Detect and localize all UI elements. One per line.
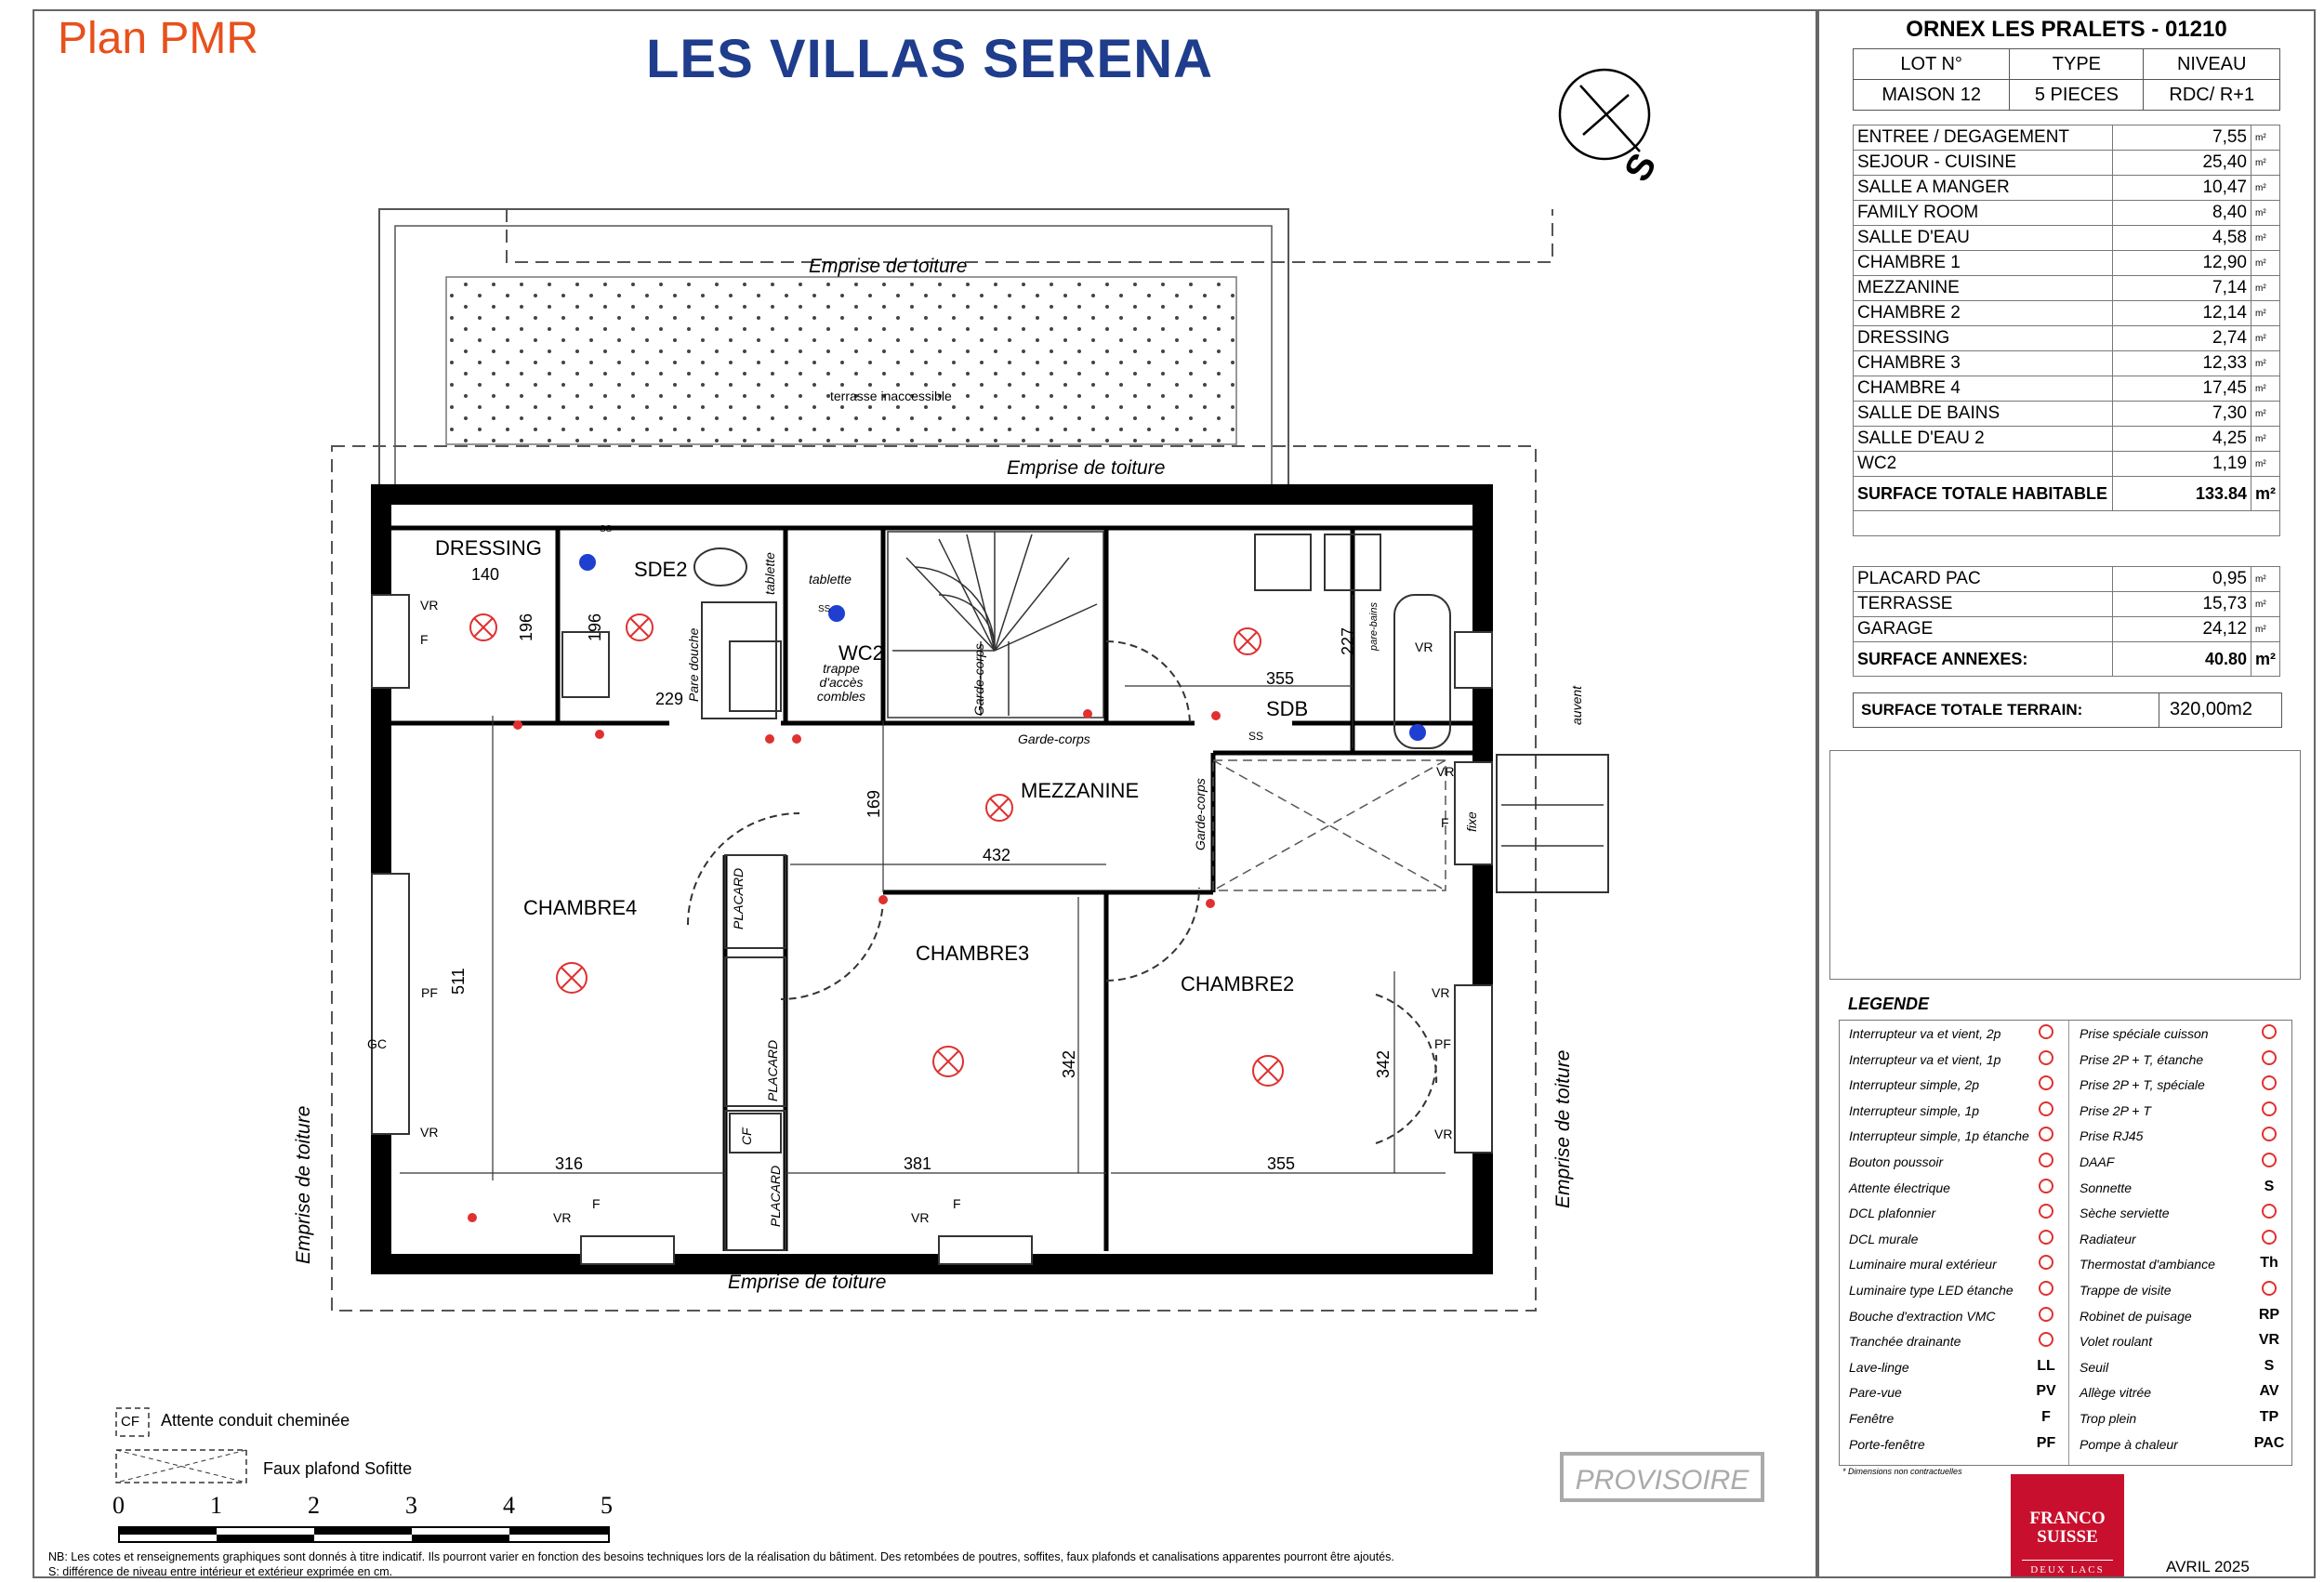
unit: m²: [2251, 201, 2280, 226]
date-label: AVRIL 2025: [2166, 1558, 2250, 1575]
emprise-label-bottom: Emprise de toiture: [728, 1272, 887, 1293]
mezzanine-void: [1213, 760, 1446, 890]
window-chambre3: [939, 1236, 1032, 1264]
vr-label-2: VR: [420, 1125, 439, 1140]
annex-area-name: PLACARD PAC: [1854, 567, 2113, 592]
room-area-value: 7,55: [2113, 125, 2251, 151]
dim-355b: 355: [1267, 1154, 1296, 1173]
scale-4: 4: [503, 1492, 515, 1519]
legend-item-label: Thermostat d'ambiance: [2080, 1257, 2215, 1272]
unit: m²: [2251, 376, 2280, 402]
legend-item-label: Luminaire mural extérieur: [1849, 1257, 1997, 1272]
placard-label-c: PLACARD: [768, 1165, 783, 1227]
legend-item-symbol: [2027, 1332, 2065, 1351]
room-area-row: [1854, 201, 2280, 226]
lot-value-lot: MAISON 12: [1854, 80, 2010, 111]
dim-342a: 342: [1060, 1049, 1078, 1078]
unit: m²: [2251, 125, 2280, 151]
exterior-walls: [381, 494, 1483, 1264]
unit: m²: [2251, 301, 2280, 326]
legend-item-symbol: [2251, 1153, 2288, 1172]
legend-item-label: Interrupteur simple, 1p étanche: [1849, 1128, 2029, 1144]
legend-title: LEGENDE: [1848, 995, 1930, 1013]
scale-0: 0: [112, 1492, 125, 1519]
legend-item-label: Trappe de visite: [2080, 1283, 2172, 1298]
room-area-row: [1854, 125, 2280, 151]
provisoire-stamp: PROVISOIRE: [1560, 1452, 1764, 1502]
room-area-row: [1854, 276, 2280, 301]
garde-corps-label-a: Garde-corps: [971, 643, 986, 716]
annex-area-value: 15,73: [2113, 592, 2251, 617]
vr-label-4: VR: [911, 1210, 930, 1225]
unit: m²: [2251, 276, 2280, 301]
seuil-label-2: SS: [1248, 730, 1264, 743]
unit: m²: [2251, 567, 2280, 592]
legend-item-label: DCL murale: [1849, 1231, 1919, 1246]
legend-item-symbol: TP: [2259, 1409, 2279, 1425]
legend-item-label: Lave-linge: [1849, 1359, 1909, 1375]
window-dressing: [372, 595, 409, 688]
emprise-label-right: Emprise de toiture: [1552, 1049, 1574, 1208]
terrain-value: 320,00m2: [2170, 699, 2252, 719]
lot-value-type: 5 PIECES: [2010, 80, 2144, 111]
f-label-4: F: [1441, 815, 1449, 830]
room-area-value: 7,30: [2113, 402, 2251, 427]
annex-area-value: 0,95: [2113, 567, 2251, 592]
legend-item-label: Interrupteur va et vient, 2p: [1849, 1026, 2001, 1041]
annex-area-name: GARAGE: [1854, 617, 2113, 642]
compass-label: S: [1617, 146, 1665, 189]
dim-169: 169: [865, 789, 883, 818]
legend-item-symbol: PV: [2036, 1383, 2056, 1400]
room-area-row: [1854, 402, 2280, 427]
legend-item-label: Pompe à chaleur: [2080, 1436, 2178, 1452]
annex-area-row: [1854, 567, 2280, 592]
unit: m²: [2251, 477, 2280, 511]
dim-355a: 355: [1266, 669, 1295, 688]
level-note: S: différence de niveau entre intérieur et extérieur exprimée en cm.: [48, 1565, 393, 1578]
room-area-name: CHAMBRE 1: [1854, 251, 2113, 276]
dim-511: 511: [449, 968, 468, 995]
legend-item-label: Prise 2P + T, étanche: [2080, 1051, 2204, 1067]
total-habitable-value: 133.84: [2113, 477, 2251, 511]
scale-2: 2: [308, 1492, 320, 1519]
lot-info-table: [1853, 48, 2280, 111]
legend-item-label: Luminaire type LED étanche: [1849, 1283, 2014, 1298]
terrasse-inaccessible: [446, 277, 1236, 444]
auvent: [1497, 755, 1608, 892]
legend-item-label: Interrupteur va et vient, 1p: [1849, 1051, 2001, 1067]
room-area-row: [1854, 301, 2280, 326]
legend-item-symbol: VR: [2258, 1332, 2280, 1349]
disclaimer-note: NB: Les cotes et renseignements graphiques sont donnés à titre indicatif. Ils pourront varier en fonction des besoins techniques lors de la réalisation du bâtiment. Des retombées de poutres, soffites, faux plafonds et canalisations apparentes pourront être ajoutés.: [48, 1550, 1394, 1563]
legend-item-symbol: [2027, 1230, 2065, 1249]
legend-item-label: Bouche d'extraction VMC: [1849, 1308, 1996, 1324]
sofitte-key-label: Faux plafond Sofitte: [263, 1459, 413, 1478]
dim-196a: 196: [517, 613, 535, 641]
unit: m²: [2251, 176, 2280, 201]
legend-item-label: Trop plein: [2080, 1411, 2137, 1426]
total-annexes-value: 40.80: [2113, 642, 2251, 677]
scale-5: 5: [601, 1492, 613, 1519]
legend-item-symbol: [2027, 1255, 2065, 1274]
seuil-label-3: SS: [818, 604, 831, 614]
cf-key-box-label: CF: [121, 1414, 139, 1430]
site-minimap: [1829, 750, 2301, 980]
terrain-label: SURFACE TOTALE TERRAIN:: [1861, 701, 2083, 718]
legend-item-label: Prise 2P + T: [2080, 1102, 2151, 1118]
dim-140: 140: [471, 565, 500, 584]
cf-label: CF: [739, 1127, 754, 1145]
room-area-row: [1854, 376, 2280, 402]
legend-item-symbol: [2251, 1281, 2288, 1300]
franco-suisse-logo: [2011, 1474, 2124, 1576]
legend-item-symbol: [2027, 1204, 2065, 1223]
room-area-name: SALLE A MANGER: [1854, 176, 2113, 201]
legend-item-label: Attente électrique: [1849, 1180, 1950, 1195]
room-area-name: SALLE D'EAU 2: [1854, 427, 2113, 452]
garde-corps-label-c: Garde-corps: [1193, 778, 1208, 850]
room-area-value: 12,14: [2113, 301, 2251, 326]
room-label-mezzanine: MEZZANINE: [1021, 779, 1140, 802]
room-area-name: FAMILY ROOM: [1854, 201, 2113, 226]
window-sdb: [1455, 632, 1492, 688]
room-label-chambre4: CHAMBRE4: [523, 896, 638, 919]
unit: m²: [2251, 642, 2280, 677]
legend-item-symbol: [2027, 1307, 2065, 1326]
f-label-1: F: [420, 632, 429, 647]
lot-header-type: TYPE: [2010, 49, 2144, 80]
compass: [1560, 70, 1649, 159]
lot-title: ORNEX LES PRALETS - 01210: [1906, 17, 2227, 42]
vr-label-3: VR: [553, 1210, 572, 1225]
legend-item-label: Sonnette: [2080, 1180, 2133, 1195]
room-area-name: ENTREE / DEGAGEMENT: [1854, 125, 2113, 151]
room-area-value: 12,33: [2113, 351, 2251, 376]
room-area-value: 17,45: [2113, 376, 2251, 402]
legend-item-label: Pare-vue: [1849, 1385, 1902, 1401]
room-label-sdb: SDB: [1266, 697, 1309, 720]
room-area-name: DRESSING: [1854, 326, 2113, 351]
plan-label: Plan PMR: [58, 14, 259, 63]
room-area-row: [1854, 176, 2280, 201]
legend-item-symbol: [2027, 1101, 2065, 1121]
legend-item-symbol: [2251, 1127, 2288, 1146]
room-area-value: 4,25: [2113, 427, 2251, 452]
legend-item-symbol: [2251, 1024, 2288, 1044]
logo-line2: SUISSE: [2037, 1527, 2098, 1547]
fixe-label: fixe: [1464, 811, 1479, 832]
dim-381: 381: [904, 1154, 932, 1173]
dimensions-note: * Dimensions non contractuelles: [1842, 1467, 1962, 1476]
logo-line1: FRANCO: [2029, 1509, 2106, 1528]
vr-label-7: VR: [1432, 985, 1450, 1000]
unit: m²: [2251, 617, 2280, 642]
room-area-name: SEJOUR - CUISINE: [1854, 151, 2113, 176]
room-area-value: 8,40: [2113, 201, 2251, 226]
dim-432: 432: [983, 846, 1011, 864]
legend-item-symbol: PAC: [2253, 1434, 2285, 1451]
room-area-row: [1854, 427, 2280, 452]
total-annexes-label: SURFACE ANNEXES:: [1854, 642, 2113, 677]
legend-item-label: Prise RJ45: [2080, 1128, 2144, 1144]
trappe-acces-label: trappe d'accès combles: [816, 661, 866, 704]
annex-areas-table: [1853, 566, 2280, 677]
room-area-value: 4,58: [2113, 226, 2251, 251]
room-area-value: 12,90: [2113, 251, 2251, 276]
lot-header-lot: LOT N°: [1854, 49, 2010, 80]
legend-item-symbol: [2251, 1101, 2288, 1121]
legend-item-label: Bouton poussoir: [1849, 1154, 1944, 1169]
legend-item-label: Interrupteur simple, 2p: [1849, 1077, 1980, 1093]
unit: m²: [2251, 226, 2280, 251]
legend-item-symbol: [2027, 1050, 2065, 1070]
room-area-name: MEZZANINE: [1854, 276, 2113, 301]
legend-item-label: Seuil: [2080, 1359, 2109, 1375]
legend-item-symbol: [2027, 1127, 2065, 1146]
logo-line3: DEUX LACS: [2022, 1560, 2113, 1575]
room-area-row: [1854, 351, 2280, 376]
room-area-name: SALLE D'EAU: [1854, 226, 2113, 251]
tablette-label: tablette: [809, 572, 852, 587]
annex-area-row: [1854, 617, 2280, 642]
garde-corps-label-b: Garde-corps: [1018, 732, 1090, 746]
placard-label-b: PLACARD: [765, 1039, 780, 1101]
legend-item-symbol: [2251, 1230, 2288, 1249]
unit: m²: [2251, 452, 2280, 477]
dim-316: 316: [555, 1154, 584, 1173]
legend-item-symbol: LL: [2037, 1357, 2055, 1374]
legend-item-symbol: [2251, 1075, 2288, 1095]
placard-label-a: PLACARD: [731, 867, 746, 929]
total-habitable-label: SURFACE TOTALE HABITABLE: [1854, 477, 2113, 511]
terrain-box: [1853, 692, 2282, 728]
legend-item-symbol: S: [2264, 1178, 2275, 1194]
dim-196b: 196: [586, 613, 604, 641]
legend-item-label: Volet roulant: [2080, 1334, 2153, 1350]
pf-label-1: PF: [421, 985, 438, 1000]
room-area-value: 1,19: [2113, 452, 2251, 477]
cf-key-label: Attente conduit cheminée: [161, 1411, 350, 1430]
room-label-sde2: SDE2: [634, 558, 688, 581]
legend-item-label: Robinet de puisage: [2080, 1308, 2192, 1324]
lot-value-niveau: RDC/ R+1: [2144, 80, 2280, 111]
unit: m²: [2251, 427, 2280, 452]
emprise-label-top1: Emprise de toiture: [809, 256, 968, 277]
legend-item-symbol: [2251, 1204, 2288, 1223]
legend-box: [1839, 1020, 2292, 1466]
legend-item-symbol: [2027, 1281, 2065, 1300]
vr-label-1: VR: [420, 598, 439, 613]
room-label-wc2: WC2: [838, 641, 884, 665]
legend-item-label: Prise spéciale cuisson: [2080, 1026, 2209, 1041]
legend-item-label: Tranchée drainante: [1849, 1334, 1961, 1350]
tablette-vertical-label: tablette: [762, 552, 777, 595]
room-label-dressing: DRESSING: [435, 536, 542, 560]
legend-item-symbol: [2027, 1075, 2065, 1095]
room-area-value: 10,47: [2113, 176, 2251, 201]
toilet-sde2: [694, 548, 746, 586]
room-area-row: [1854, 452, 2280, 477]
annex-area-row: [1854, 592, 2280, 617]
emprise-outline: [332, 446, 1536, 1311]
unit: m²: [2251, 592, 2280, 617]
room-area-name: CHAMBRE 2: [1854, 301, 2113, 326]
lot-header-niveau: NIVEAU: [2144, 49, 2280, 80]
legend-item-label: DAAF: [2080, 1154, 2115, 1169]
room-area-name: CHAMBRE 4: [1854, 376, 2113, 402]
seuil-label-1: SS: [600, 524, 613, 534]
shower: [702, 602, 776, 718]
emprise-label-top2: Emprise de toiture: [1007, 457, 1166, 479]
room-area-value: 25,40: [2113, 151, 2251, 176]
staircase: [888, 532, 1103, 718]
legend-item-symbol: F: [2041, 1409, 2051, 1425]
legend-item-label: Prise 2P + T, spéciale: [2080, 1077, 2205, 1093]
room-area-row: [1854, 226, 2280, 251]
pare-bains-label: pare-bains: [1368, 602, 1380, 651]
vr-label-8: VR: [1434, 1127, 1453, 1141]
f-label-3: F: [953, 1196, 961, 1211]
emprise-label-left: Emprise de toiture: [293, 1105, 314, 1264]
room-area-value: 2,74: [2113, 326, 2251, 351]
room-areas-table: [1853, 125, 2280, 536]
room-label-chambre3: CHAMBRE3: [916, 942, 1030, 965]
legend-item-label: Fenêtre: [1849, 1411, 1895, 1426]
room-area-row: [1854, 326, 2280, 351]
room-area-row: [1854, 151, 2280, 176]
unit: m²: [2251, 402, 2280, 427]
legend-item-label: Porte-fenêtre: [1849, 1436, 1925, 1452]
pare-douche-label: Pare douche: [686, 627, 701, 702]
unit: m²: [2251, 151, 2280, 176]
annex-area-value: 24,12: [2113, 617, 2251, 642]
unit: m²: [2251, 326, 2280, 351]
legend-item-label: Radiateur: [2080, 1231, 2136, 1246]
window-chambre4: [372, 874, 409, 1134]
vr-label-5: VR: [1415, 639, 1433, 654]
legend-item-symbol: AV: [2259, 1383, 2279, 1400]
scale-bar: [119, 1527, 609, 1542]
room-label-chambre2: CHAMBRE2: [1181, 972, 1295, 995]
window-chambre4-bottom: [581, 1236, 674, 1264]
window-chambre2: [1455, 985, 1492, 1153]
sink-sde2: [562, 632, 609, 697]
room-area-name: SALLE DE BAINS: [1854, 402, 2113, 427]
legend-item-symbol: Th: [2260, 1255, 2278, 1272]
terrasse-label: terrasse inaccessible: [830, 389, 952, 403]
legend-item-label: Interrupteur simple, 1p: [1849, 1102, 1980, 1118]
dim-342b: 342: [1374, 1049, 1393, 1078]
legend-item-label: Sèche serviette: [2080, 1206, 2170, 1221]
unit: m²: [2251, 351, 2280, 376]
project-title: LES VILLAS SERENA: [646, 29, 1213, 89]
legend-item-symbol: [2027, 1179, 2065, 1198]
pf-label-2: PF: [1434, 1036, 1451, 1051]
dim-229: 229: [655, 690, 684, 708]
auvent-label: auvent: [1569, 685, 1584, 725]
scale-1: 1: [210, 1492, 222, 1519]
room-area-name: CHAMBRE 3: [1854, 351, 2113, 376]
legend-item-symbol: S: [2264, 1357, 2275, 1374]
room-area-row: [1854, 251, 2280, 276]
legend-item-symbol: [2027, 1024, 2065, 1044]
legend-item-symbol: [2027, 1153, 2065, 1172]
legend-item-label: DCL plafonnier: [1849, 1206, 1936, 1221]
legend-item-symbol: [2251, 1050, 2288, 1070]
room-area-name: WC2: [1854, 452, 2113, 477]
dim-227: 227: [1339, 626, 1357, 655]
room-area-value: 7,14: [2113, 276, 2251, 301]
vr-label-6: VR: [1436, 764, 1455, 779]
scale-3: 3: [405, 1492, 417, 1519]
sink-1: [1255, 534, 1311, 590]
annex-area-name: TERRASSE: [1854, 592, 2113, 617]
unit: m²: [2251, 251, 2280, 276]
legend-item-symbol: PF: [2036, 1434, 2056, 1451]
legend-item-label: Allège vitrée: [2080, 1385, 2152, 1401]
legend-item-symbol: RP: [2258, 1306, 2280, 1323]
gc-label: GC: [367, 1036, 387, 1051]
f-label-2: F: [592, 1196, 601, 1211]
